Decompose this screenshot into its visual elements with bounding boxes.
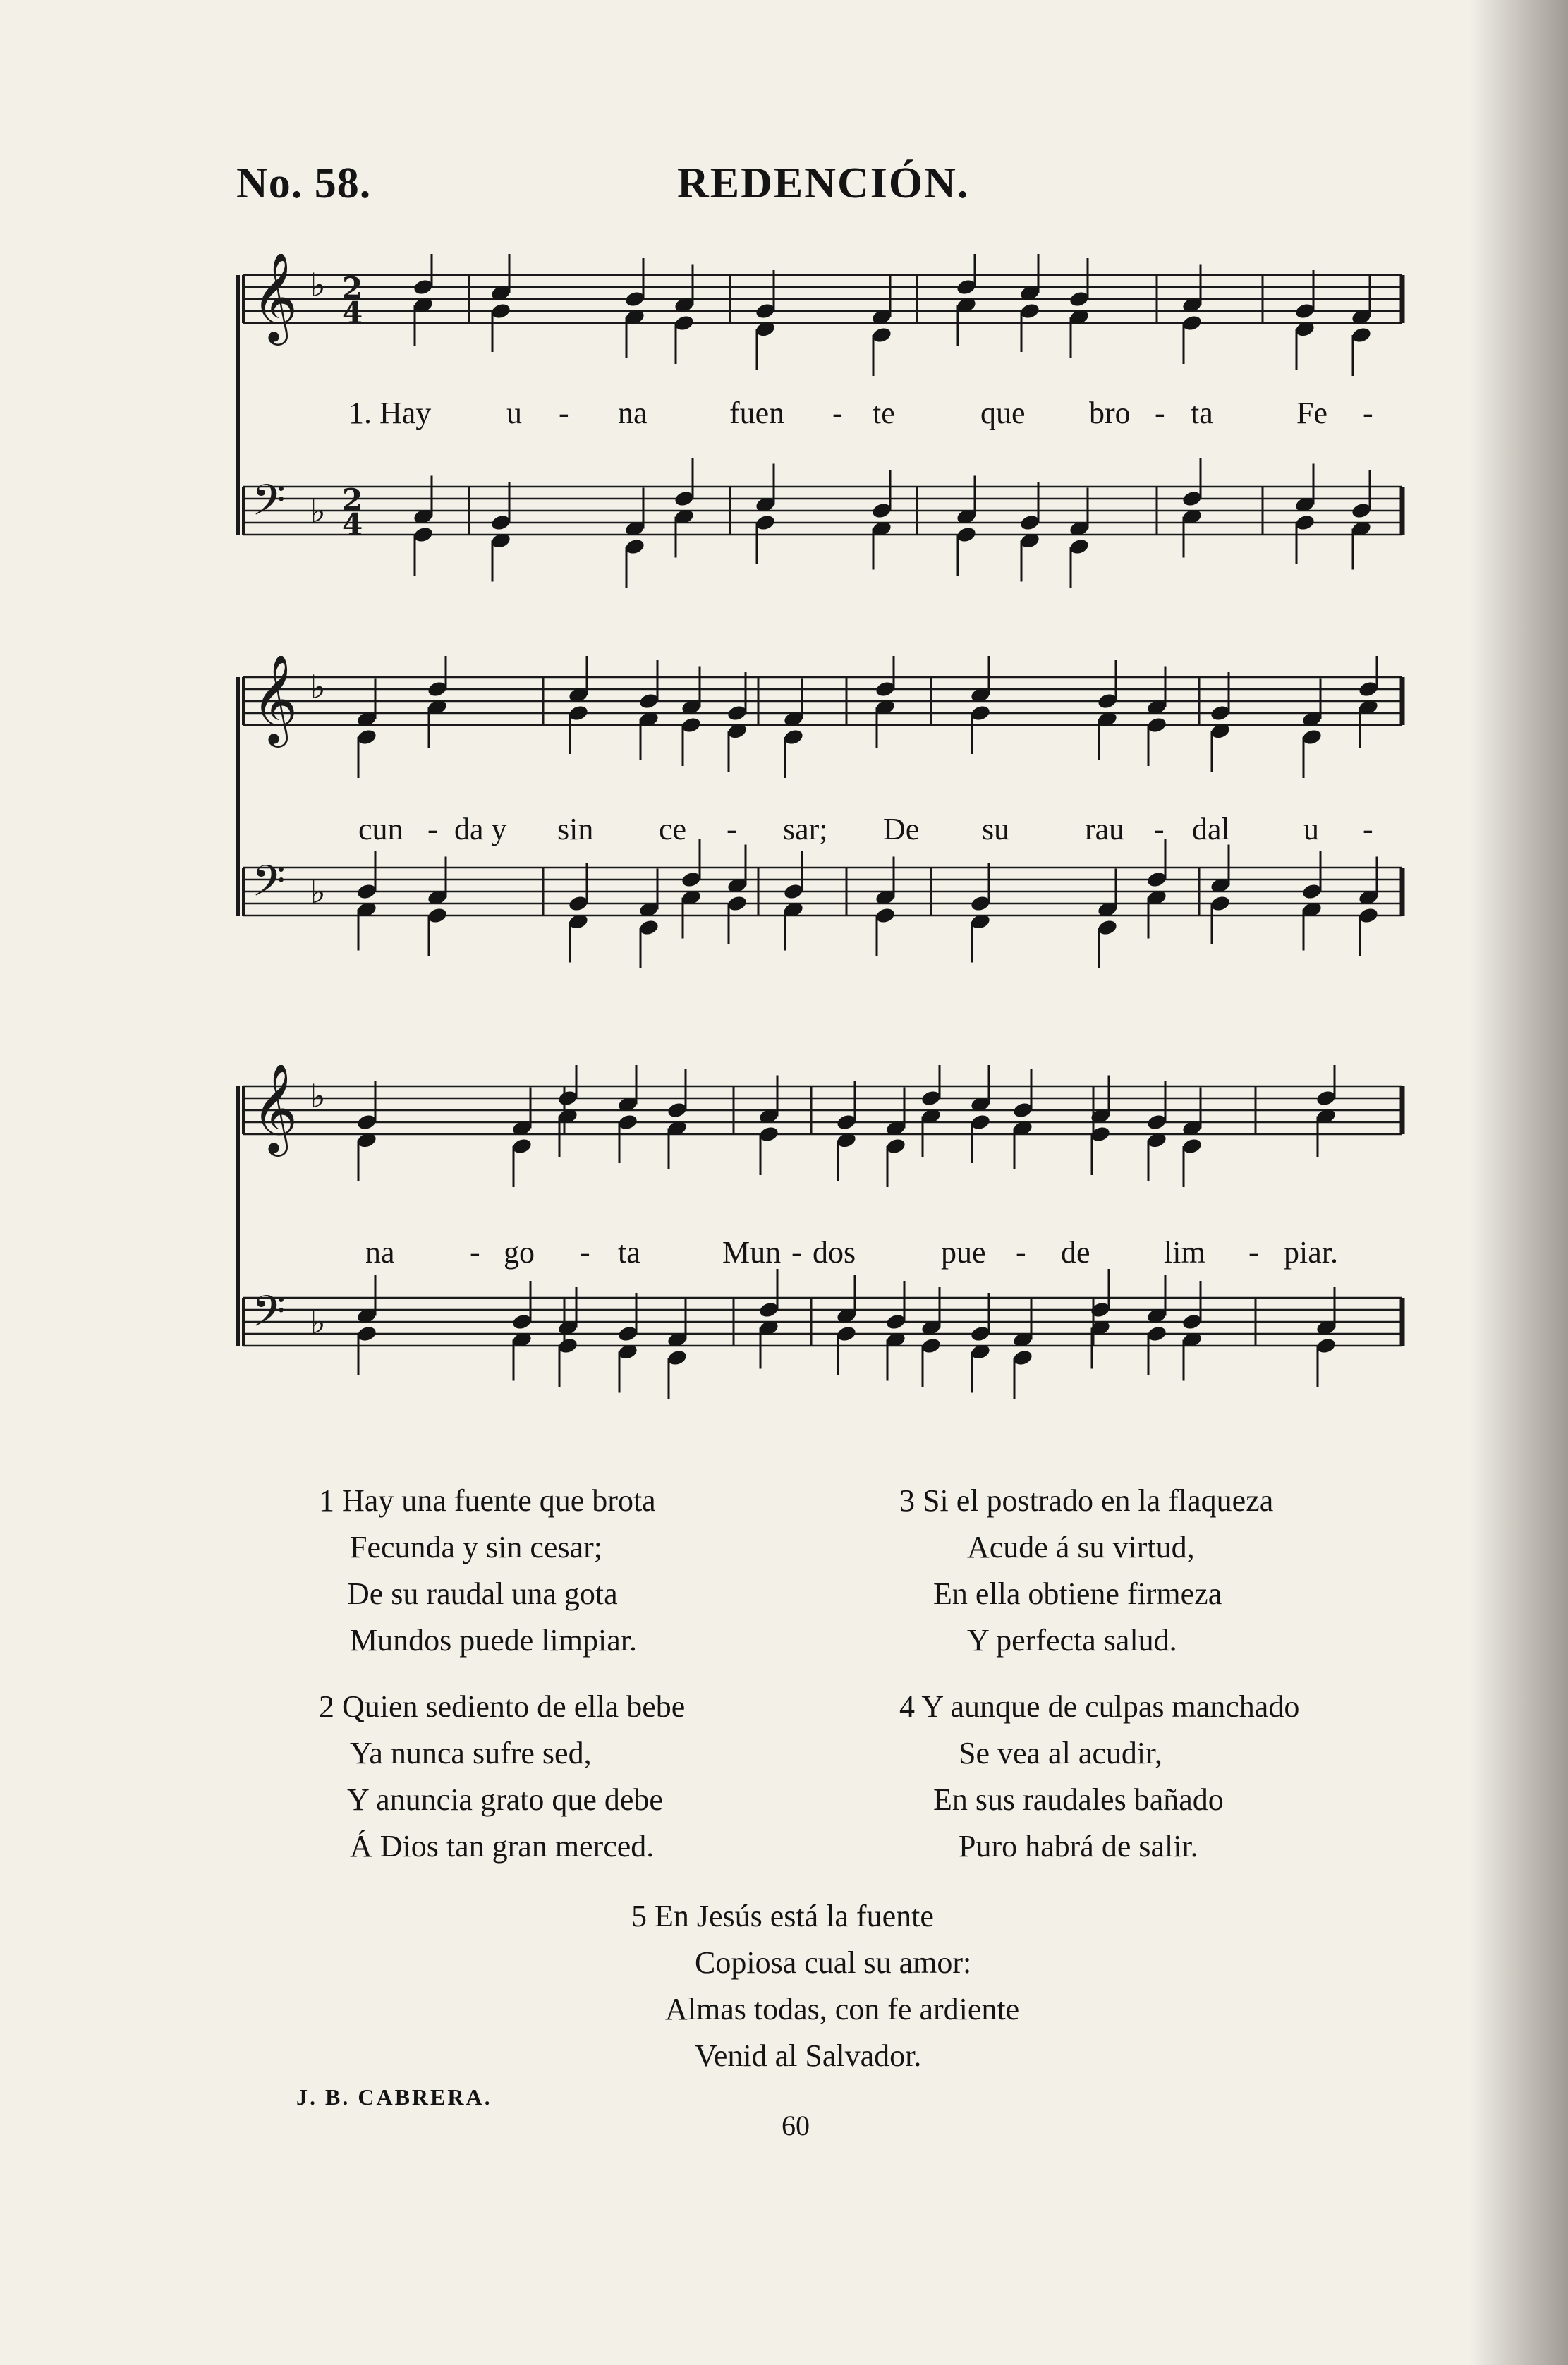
svg-text:♭: ♭ [310, 873, 326, 911]
syllable: dal [1192, 812, 1230, 846]
syllable: rau [1085, 812, 1125, 846]
verse-line: Fecunda y sin cesar; [350, 1530, 602, 1564]
syllable: - [727, 812, 737, 846]
syllable: - [580, 1235, 590, 1270]
svg-text:𝄞: 𝄞 [252, 1065, 298, 1153]
syllable: sin [557, 812, 594, 846]
svg-text:4: 4 [342, 296, 363, 330]
syllable: na [618, 396, 648, 430]
syllable: - [1154, 812, 1165, 846]
syllable: ta [1191, 396, 1213, 430]
syllable: - [427, 812, 438, 846]
syllable: - [832, 396, 843, 430]
verse-line: 3 Si el postrado en la flaqueza [899, 1483, 1274, 1518]
svg-text:𝄢: 𝄢 [252, 856, 286, 917]
verse-line: 1 Hay una fuente que brota [319, 1483, 656, 1518]
verse-line: En sus raudales bañado [933, 1782, 1224, 1817]
hymn-number: No. 58. [236, 159, 372, 207]
syllable: que [980, 396, 1026, 430]
verse-line: Puro habrá de salir. [959, 1829, 1198, 1864]
svg-text:2: 2 [342, 271, 363, 305]
verse-3 [899, 1478, 1273, 1664]
syllable: - [1016, 1235, 1026, 1270]
verse-line: Y perfecta salud. [967, 1623, 1177, 1658]
verse-line: Y anuncia grato que debe [347, 1782, 663, 1817]
syllable: u [506, 396, 522, 430]
syllable: - [559, 396, 569, 430]
syllable: u [1303, 812, 1319, 846]
svg-text:𝄞: 𝄞 [252, 656, 298, 743]
verse-line: En ella obtiene firmeza [933, 1576, 1222, 1611]
syllable: - [1155, 396, 1165, 430]
verse-line: 2 Quien sediento de ella bebe [319, 1689, 686, 1724]
svg-text:2: 2 [342, 482, 363, 517]
svg-text:♭: ♭ [310, 668, 326, 706]
verse-2 [319, 1684, 685, 1870]
syllable: fuen [729, 396, 785, 430]
syllable: bro [1089, 396, 1131, 430]
syllable: Fe [1296, 396, 1327, 430]
lyrics-line-3 [0, 1234, 1568, 1284]
verse-1 [319, 1478, 656, 1664]
syllable: Mun [722, 1235, 782, 1270]
syllable: De [883, 812, 920, 846]
lyrics-line-1 [0, 395, 1568, 444]
page-number: 60 [782, 2110, 810, 2141]
syllable: de [1061, 1235, 1090, 1270]
syllable: te [873, 396, 895, 430]
hymn-title: REDENCIÓN. [677, 159, 970, 207]
syllable: na [365, 1235, 395, 1270]
verse-4 [899, 1684, 1299, 1870]
verse-line: 5 En Jesús está la fuente [631, 1899, 934, 1933]
syllable: - [1363, 812, 1373, 846]
verse-line: Á Dios tan gran merced. [350, 1829, 655, 1864]
composer-credit: J. B. CABRERA. [296, 2084, 492, 2110]
svg-text:𝄢: 𝄢 [252, 1287, 286, 1347]
svg-text:4: 4 [342, 507, 363, 542]
syllable: ce [659, 812, 687, 846]
verse-line: De su raudal una gota [347, 1576, 618, 1611]
verse-line: Acude á su virtud, [967, 1530, 1195, 1564]
verse-line: Venid al Salvador. [695, 2038, 922, 2073]
svg-text:♭: ♭ [310, 266, 326, 304]
syllable: - [470, 1235, 480, 1270]
verse-line: Mundos puede limpiar. [350, 1623, 637, 1658]
lyrics-line-2 [0, 811, 1568, 861]
syllable: - [1363, 396, 1373, 430]
syllable: cun [358, 812, 403, 846]
syllable: - [1248, 1235, 1259, 1270]
svg-text:♭: ♭ [310, 1077, 326, 1115]
syllable: dos [813, 1235, 856, 1270]
verse-5 [631, 1893, 1019, 2079]
verse-line: Se vea al acudir, [959, 1736, 1162, 1770]
verse-line: Ya nunca sufre sed, [350, 1736, 592, 1770]
syllable: su [982, 812, 1010, 846]
syllable: 1. Hay [348, 396, 432, 430]
svg-text:𝄞: 𝄞 [252, 254, 298, 341]
svg-text:♭: ♭ [310, 492, 326, 530]
syllable: piar. [1284, 1235, 1338, 1270]
syllable: go [504, 1235, 535, 1270]
verse-line: Copiosa cual su amor: [695, 1945, 972, 1980]
syllable: - [791, 1235, 802, 1270]
svg-text:𝄢: 𝄢 [252, 475, 286, 536]
verse-line: 4 Y aunque de culpas manchado [899, 1689, 1300, 1724]
syllable: lim [1164, 1235, 1205, 1270]
svg-text:♭: ♭ [310, 1303, 326, 1341]
syllable: sar; [783, 812, 828, 846]
verse-line: Almas todas, con fe ardiente [665, 1992, 1020, 2026]
syllable: ta [618, 1235, 640, 1270]
syllable: da y [454, 812, 507, 846]
syllable: pue [941, 1235, 986, 1270]
